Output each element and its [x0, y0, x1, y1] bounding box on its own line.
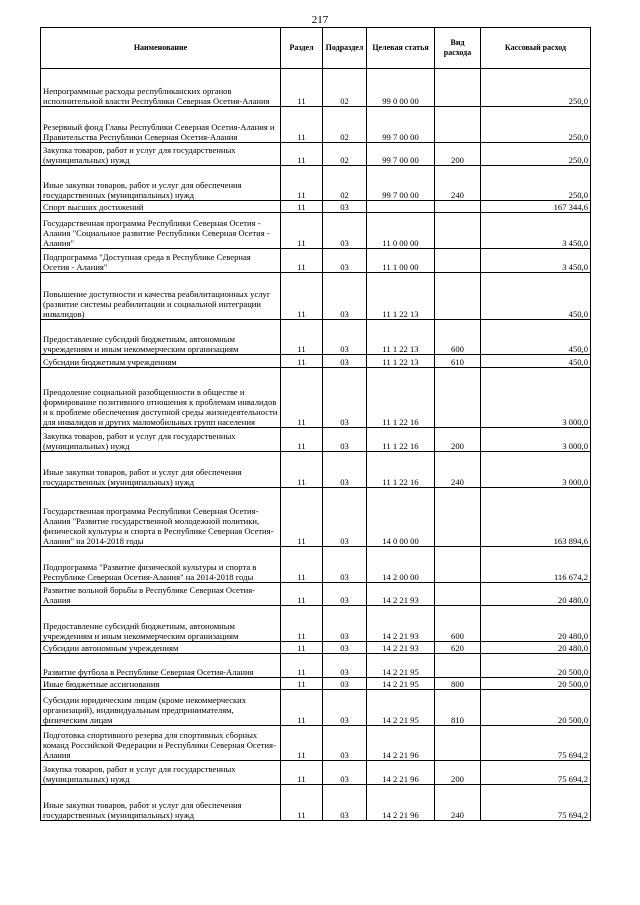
table-row [41, 606, 591, 642]
cell-razdel: 11 [281, 606, 323, 642]
cell-podrazdel: 03 [323, 320, 367, 355]
cell-name: Подпрограмма "Развитие физической культуры и спорта в Республике Северная Осетия-Алания" на 2014-2018 годы [41, 547, 281, 583]
cell-amount: 20 480,0 [481, 606, 591, 642]
table-row [41, 213, 591, 249]
cell-name: Развитие футбола в Республике Северная Осетия-Алания [41, 654, 281, 678]
header-razdel: Раздел [281, 28, 323, 69]
cell-vid: 240 [435, 166, 481, 201]
cell-amount: 250,0 [481, 69, 591, 107]
cell-target: 11 1 22 13 [367, 320, 435, 355]
cell-vid: 200 [435, 428, 481, 452]
table-row [41, 761, 591, 785]
cell-vid [435, 488, 481, 547]
cell-name: Предоставление субсидий бюджетным, автономным учреждениям и иным некоммерческим организациям [41, 320, 281, 355]
table-row [41, 654, 591, 678]
cell-vid: 200 [435, 143, 481, 166]
table-row [41, 368, 591, 428]
cell-amount: 20 500,0 [481, 654, 591, 678]
cell-razdel: 11 [281, 488, 323, 547]
cell-amount: 20 480,0 [481, 642, 591, 654]
cell-razdel: 11 [281, 213, 323, 249]
header-vid: Вид расхода [435, 28, 481, 69]
cell-amount: 450,0 [481, 355, 591, 368]
header-podrazdel: Подраздел [323, 28, 367, 69]
cell-razdel: 11 [281, 583, 323, 606]
cell-podrazdel: 03 [323, 452, 367, 488]
table-row [41, 785, 591, 821]
cell-vid [435, 69, 481, 107]
cell-podrazdel: 03 [323, 547, 367, 583]
cell-vid: 800 [435, 678, 481, 690]
cell-vid: 240 [435, 452, 481, 488]
cell-vid [435, 654, 481, 678]
cell-amount: 3 450,0 [481, 249, 591, 273]
cell-amount: 20 500,0 [481, 678, 591, 690]
cell-podrazdel: 03 [323, 355, 367, 368]
cell-amount: 20 500,0 [481, 690, 591, 726]
cell-amount: 3 450,0 [481, 213, 591, 249]
cell-amount: 250,0 [481, 107, 591, 143]
cell-target: 14 2 21 95 [367, 690, 435, 726]
cell-target: 11 1 22 13 [367, 355, 435, 368]
cell-name: Резервный фонд Главы Республики Северная Осетия-Алания и Правительства Республики Северная Осетия-Алания [41, 107, 281, 143]
cell-amount: 116 674,2 [481, 547, 591, 583]
cell-amount: 75 694,2 [481, 761, 591, 785]
cell-vid: 200 [435, 761, 481, 785]
cell-name: Иные бюджетные ассигнования [41, 678, 281, 690]
table-row [41, 249, 591, 273]
table-row [41, 726, 591, 761]
cell-name: Субсидии юридическим лицам (кроме некоммерческих организаций), индивидуальным предпринимателям, физическим лицам [41, 690, 281, 726]
cell-razdel: 11 [281, 547, 323, 583]
cell-name: Спорт высших достижений [41, 201, 281, 213]
cell-target: 99 7 00 00 [367, 166, 435, 201]
cell-vid [435, 368, 481, 428]
cell-name: Субсидии бюджетным учреждениям [41, 355, 281, 368]
page-number: 217 [311, 14, 329, 26]
cell-name: Субсидии автономным учреждениям [41, 642, 281, 654]
cell-name: Закупка товаров, работ и услуг для государственных (муниципальных) нужд [41, 143, 281, 166]
cell-razdel: 11 [281, 69, 323, 107]
cell-name: Государственная программа Республики Северная Осетия - Алания "Социальное развитие Республики Северная Осетия - Алания" [41, 213, 281, 249]
cell-podrazdel: 03 [323, 249, 367, 273]
cell-razdel: 11 [281, 368, 323, 428]
cell-razdel: 11 [281, 320, 323, 355]
cell-amount: 450,0 [481, 320, 591, 355]
cell-target: 11 1 22 16 [367, 452, 435, 488]
cell-razdel: 11 [281, 107, 323, 143]
table-row [41, 428, 591, 452]
table-row [41, 488, 591, 547]
cell-name: Закупка товаров, работ и услуг для государственных (муниципальных) нужд [41, 428, 281, 452]
table-row [41, 107, 591, 143]
cell-razdel: 11 [281, 355, 323, 368]
cell-razdel: 11 [281, 690, 323, 726]
table-row [41, 678, 591, 690]
cell-podrazdel: 03 [323, 273, 367, 320]
cell-name: Закупка товаров, работ и услуг для государственных (муниципальных) нужд [41, 761, 281, 785]
cell-amount: 3 000,0 [481, 368, 591, 428]
cell-name: Непрограммные расходы республиканских органов исполнительной власти Республики Северная Осетия-Алания [41, 69, 281, 107]
cell-podrazdel: 02 [323, 166, 367, 201]
cell-razdel: 11 [281, 452, 323, 488]
cell-name: Государственная программа Республики Северная Осетия-Алания "Развитие государственной молодежной политики, физической культуры и спорта в Республике Северная Осетия-Алания" на 2014-2018 годы [41, 488, 281, 547]
table-row [41, 201, 591, 213]
cell-razdel: 11 [281, 166, 323, 201]
cell-podrazdel: 02 [323, 69, 367, 107]
cell-amount: 75 694,2 [481, 726, 591, 761]
header-target: Целевая статья [367, 28, 435, 69]
table-row [41, 69, 591, 107]
cell-podrazdel: 02 [323, 107, 367, 143]
cell-target [367, 201, 435, 213]
cell-razdel: 11 [281, 143, 323, 166]
cell-podrazdel: 03 [323, 785, 367, 821]
table-body [41, 69, 591, 821]
table-header-row [41, 28, 591, 69]
cell-target: 14 2 21 96 [367, 726, 435, 761]
table-row [41, 143, 591, 166]
header-amount: Кассовый расход [481, 28, 591, 69]
cell-podrazdel: 03 [323, 368, 367, 428]
cell-target: 14 0 00 00 [367, 488, 435, 547]
table-row [41, 273, 591, 320]
cell-podrazdel: 03 [323, 654, 367, 678]
budget-table [40, 27, 591, 821]
cell-podrazdel: 03 [323, 726, 367, 761]
cell-razdel: 11 [281, 273, 323, 320]
cell-target: 14 2 21 93 [367, 642, 435, 654]
cell-target: 11 0 00 00 [367, 213, 435, 249]
cell-amount: 167 344,6 [481, 201, 591, 213]
cell-target: 14 2 21 96 [367, 785, 435, 821]
cell-target: 99 0 00 00 [367, 69, 435, 107]
table-row [41, 583, 591, 606]
cell-razdel: 11 [281, 678, 323, 690]
cell-vid: 240 [435, 785, 481, 821]
table-row [41, 690, 591, 726]
cell-amount: 20 480,0 [481, 583, 591, 606]
cell-amount: 450,0 [481, 273, 591, 320]
cell-target: 14 2 21 93 [367, 583, 435, 606]
cell-razdel: 11 [281, 428, 323, 452]
cell-amount: 163 894,6 [481, 488, 591, 547]
cell-podrazdel: 03 [323, 583, 367, 606]
cell-target: 14 2 00 00 [367, 547, 435, 583]
table-row [41, 166, 591, 201]
cell-target: 99 7 00 00 [367, 143, 435, 166]
cell-razdel: 11 [281, 785, 323, 821]
cell-name: Подпрограмма "Доступная среда в Республике Северная Осетия - Алания" [41, 249, 281, 273]
cell-target: 14 2 21 95 [367, 654, 435, 678]
cell-vid [435, 583, 481, 606]
cell-target: 14 2 21 96 [367, 761, 435, 785]
cell-razdel: 11 [281, 642, 323, 654]
table-row [41, 547, 591, 583]
cell-vid: 600 [435, 320, 481, 355]
cell-target: 99 7 00 00 [367, 107, 435, 143]
cell-vid [435, 107, 481, 143]
cell-target: 11 1 22 16 [367, 368, 435, 428]
cell-name: Повышение доступности и качества реабилитационных услуг (развитие системы реабилитации и социальной интеграции инвалидов) [41, 273, 281, 320]
cell-vid [435, 547, 481, 583]
cell-podrazdel: 03 [323, 678, 367, 690]
cell-podrazdel: 03 [323, 690, 367, 726]
cell-podrazdel: 03 [323, 642, 367, 654]
cell-podrazdel: 03 [323, 761, 367, 785]
cell-name: Предоставление субсидий бюджетным, автономным учреждениям и иным некоммерческим организациям [41, 606, 281, 642]
cell-razdel: 11 [281, 654, 323, 678]
cell-razdel: 11 [281, 761, 323, 785]
cell-razdel: 11 [281, 249, 323, 273]
cell-amount: 75 694,2 [481, 785, 591, 821]
cell-vid [435, 201, 481, 213]
cell-target: 14 2 21 95 [367, 678, 435, 690]
cell-amount: 250,0 [481, 143, 591, 166]
cell-podrazdel: 03 [323, 428, 367, 452]
cell-razdel: 11 [281, 726, 323, 761]
table-row [41, 642, 591, 654]
cell-vid: 810 [435, 690, 481, 726]
cell-vid: 600 [435, 606, 481, 642]
cell-razdel: 11 [281, 201, 323, 213]
cell-target: 11 1 22 13 [367, 273, 435, 320]
cell-name: Иные закупки товаров, работ и услуг для обеспечения государственных (муниципальных) нужд [41, 452, 281, 488]
cell-target: 11 1 22 16 [367, 428, 435, 452]
cell-amount: 3 000,0 [481, 428, 591, 452]
cell-target: 11 1 00 00 [367, 249, 435, 273]
cell-name: Подготовка спортивного резерва для спортивных сборных команд Российской Федерации и Республики Северная Осетия-Алания [41, 726, 281, 761]
cell-name: Преодоление социальной разобщенности в обществе и формирование позитивного отношения к проблемам инвалидов и к проблеме обеспечения доступной среды жизнедеятельности для инвалидов и других маломобильных групп населения [41, 368, 281, 428]
cell-vid [435, 249, 481, 273]
cell-name: Иные закупки товаров, работ и услуг для обеспечения государственных (муниципальных) нужд [41, 166, 281, 201]
cell-podrazdel: 02 [323, 143, 367, 166]
cell-podrazdel: 03 [323, 606, 367, 642]
cell-name: Иные закупки товаров, работ и услуг для обеспечения государственных (муниципальных) нужд [41, 785, 281, 821]
cell-target: 14 2 21 93 [367, 606, 435, 642]
cell-vid: 620 [435, 642, 481, 654]
cell-amount: 3 000,0 [481, 452, 591, 488]
cell-name: Развитие вольной борьбы в Республике Северная Осетия-Алания [41, 583, 281, 606]
cell-podrazdel: 03 [323, 488, 367, 547]
cell-podrazdel: 03 [323, 201, 367, 213]
cell-vid: 610 [435, 355, 481, 368]
table-row [41, 355, 591, 368]
cell-amount: 250,0 [481, 166, 591, 201]
header-name: Наименование [41, 28, 281, 69]
cell-podrazdel: 03 [323, 213, 367, 249]
cell-vid [435, 726, 481, 761]
cell-vid [435, 273, 481, 320]
cell-vid [435, 213, 481, 249]
table-row [41, 320, 591, 355]
table-row [41, 452, 591, 488]
